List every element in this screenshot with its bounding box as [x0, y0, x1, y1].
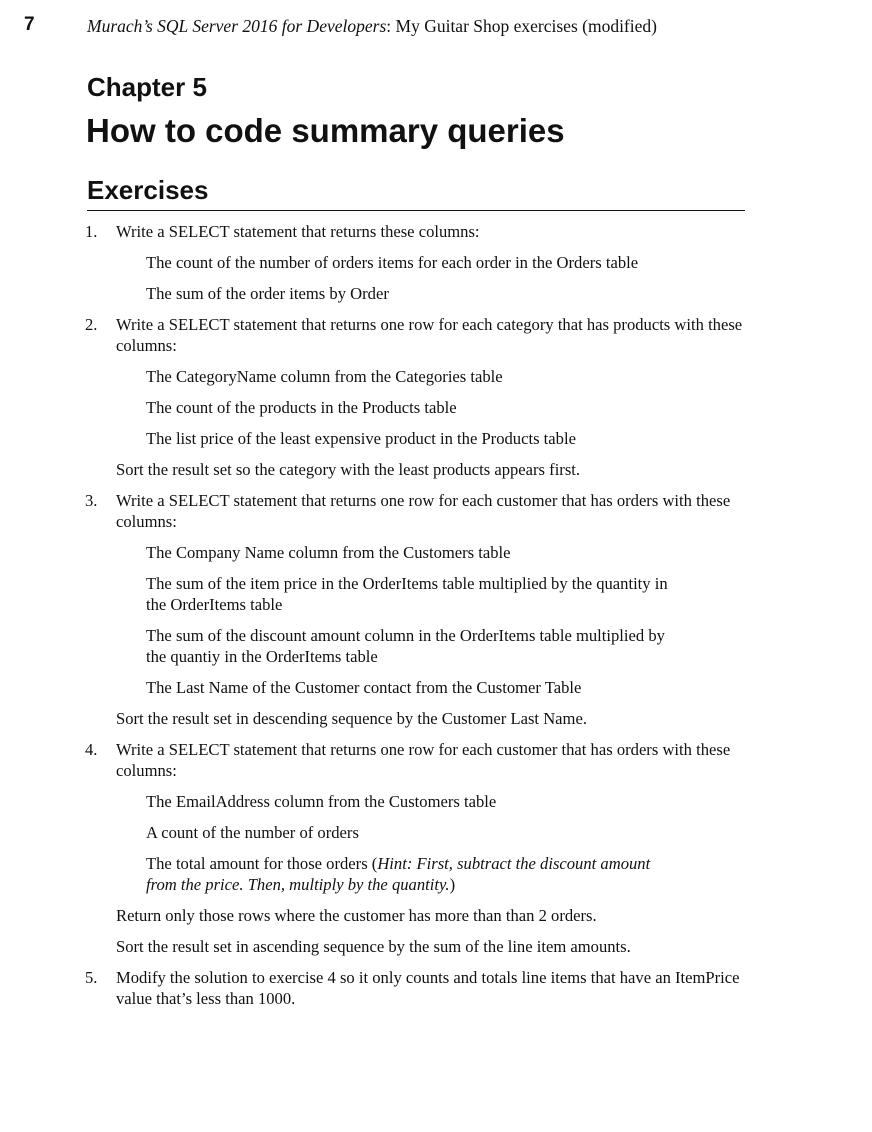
exercise-text: Write a SELECT statement that returns one row for each category that has products with these columns:	[116, 315, 743, 355]
section-title: Exercises	[87, 175, 209, 205]
column-item: The Company Name column from the Customers table	[146, 543, 511, 562]
chapter-title: How to code summary queries	[86, 112, 565, 149]
column-item: The sum of the discount amount column in the OrderItems table multiplied by the quantiy in the OrderItems table	[146, 626, 665, 666]
exercise-note: Sort the result set in descending sequence by the Customer Last Name.	[116, 709, 587, 728]
column-item: The count of the number of orders items for each order in the Orders table	[146, 253, 639, 272]
exercise-2	[85, 314, 745, 480]
exercise-text: Write a SELECT statement that returns these columns:	[116, 222, 480, 241]
exercise-number: 4.	[85, 740, 98, 759]
column-item: A count of the number of orders	[146, 823, 359, 842]
exercise-text: Write a SELECT statement that returns one row for each customer that has orders with these columns:	[116, 491, 731, 531]
exercise-number: 2.	[85, 315, 98, 334]
exercise-number: 1.	[85, 222, 98, 241]
column-item: The count of the products in the Products table	[146, 398, 457, 417]
exercise-note: Sort the result set so the category with the least products appears first.	[116, 460, 581, 479]
chapter-label: Chapter 5	[87, 72, 207, 102]
exercise-note: Return only those rows where the customer has more than than 2 orders.	[116, 906, 597, 925]
exercise-number: 5.	[85, 968, 98, 987]
column-item: The CategoryName column from the Categories table	[146, 367, 503, 386]
column-item: The sum of the item price in the OrderItems table multiplied by the quantity in the OrderItems table	[146, 574, 668, 614]
exercise-1	[85, 221, 745, 304]
exercise-note: Sort the result set in ascending sequence by the sum of the line item amounts.	[116, 937, 631, 956]
exercise-number: 3.	[85, 491, 98, 510]
exercise-3	[85, 490, 745, 729]
exercise-text: Modify the solution to exercise 4 so it only counts and totals line items that have an ItemPrice value that’s less than 1000.	[116, 968, 740, 1008]
item-text: The total amount for those orders (	[146, 854, 378, 873]
book-title: Murach’s SQL Server 2016 for Developers	[87, 16, 387, 36]
item-text-end: )	[449, 875, 456, 894]
exercise-list	[85, 221, 745, 1019]
column-item: The EmailAddress column from the Customers table	[146, 792, 497, 811]
book-subtitle: : My Guitar Shop exercises (modified)	[386, 16, 657, 36]
exercise-text: Write a SELECT statement that returns one row for each customer that has orders with these columns:	[116, 740, 731, 780]
column-item: The list price of the least expensive product in the Products table	[146, 429, 576, 448]
column-item-with-hint	[146, 853, 745, 895]
page-number: 7	[24, 14, 35, 35]
section-divider	[87, 210, 745, 211]
exercise-5	[85, 967, 745, 1009]
column-item: The Last Name of the Customer contact from the Customer Table	[146, 678, 582, 697]
hint-text: Hint: First, subtract the discount amount from the price. Then, multiply by the quantity.	[146, 854, 651, 894]
exercise-4	[85, 739, 745, 957]
running-header	[87, 16, 657, 37]
column-item: The sum of the order items by Order	[146, 284, 389, 303]
